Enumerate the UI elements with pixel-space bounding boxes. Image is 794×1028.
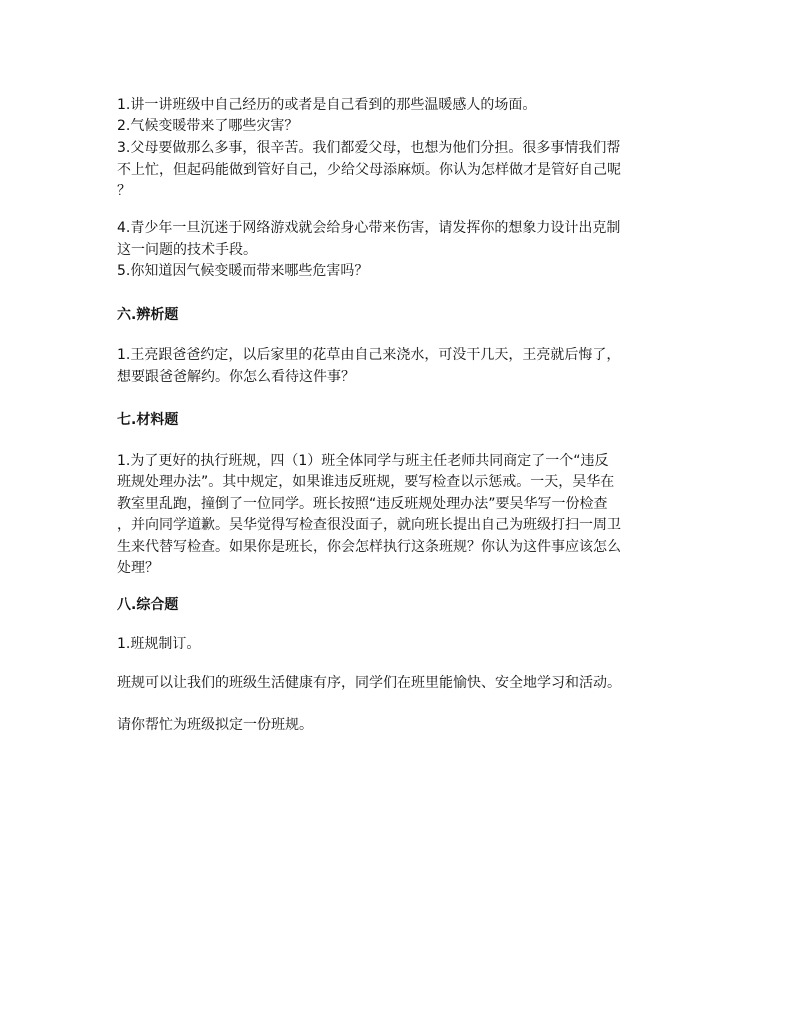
question-line: 班规处理办法”。其中规定，如果谁违反班规，要写检查以示惩戒。一天，吴华在: [117, 474, 615, 490]
question-line: 教室里乱跑，撞倒了一位同学。班长按照“违反班规处理办法”要吴华写一份检查: [117, 496, 608, 512]
paragraph: 请你帮忙为班级拟定一份班规。: [117, 717, 313, 733]
section-heading: 七.材料题: [117, 412, 179, 428]
question-line: 处理？: [117, 560, 159, 576]
question-line: ？: [117, 183, 131, 199]
question-line: 5.你知道因气候变暖而带来哪些危害吗？: [117, 263, 369, 279]
question-line: 不上忙，但起码能做到管好自己，少给父母添麻烦。你认为怎样做才是管好自己呢: [117, 162, 621, 178]
question-line: 想要跟爸爸解约。你怎么看待这件事？: [117, 369, 355, 385]
question-line: 生来代替写检查。如果你是班长，你会怎样执行这条班规？你认为这件事应该怎么: [117, 539, 621, 555]
section-heading: 六.辨析题: [117, 307, 179, 323]
question-line: 1.班规制订。: [117, 636, 201, 652]
section-heading: 八.综合题: [117, 597, 179, 613]
question-line: 4.青少年一旦沉迷于网络游戏就会给身心带来伤害，请发挥你的想象力设计出克制: [117, 220, 621, 236]
paragraph: 班规可以让我们的班级生活健康有序，同学们在班里能愉快、安全地学习和活动。: [117, 675, 621, 691]
question-line: 1.讲一讲班级中自己经历的或者是自己看到的那些温暖感人的场面。: [117, 97, 537, 113]
question-line: 2.气候变暖带来了哪些灾害？: [117, 118, 299, 134]
question-line: 这一问题的技术手段。: [117, 242, 257, 258]
question-line: 1.王亮跟爸爸约定，以后家里的花草由自己来浇水，可没干几天，王亮就后悔了，: [117, 347, 621, 363]
question-line: 3.父母要做那么多事，很辛苦。我们都爱父母，也想为他们分担。很多事情我们帮: [117, 140, 621, 156]
question-line: 1.为了更好的执行班规，四（1）班全体同学与班主任老师共同商定了一个“违反: [117, 453, 609, 469]
question-line: ，并向同学道歉。吴华觉得写检查很没面子，就向班长提出自己为班级打扫一周卫: [117, 517, 621, 533]
